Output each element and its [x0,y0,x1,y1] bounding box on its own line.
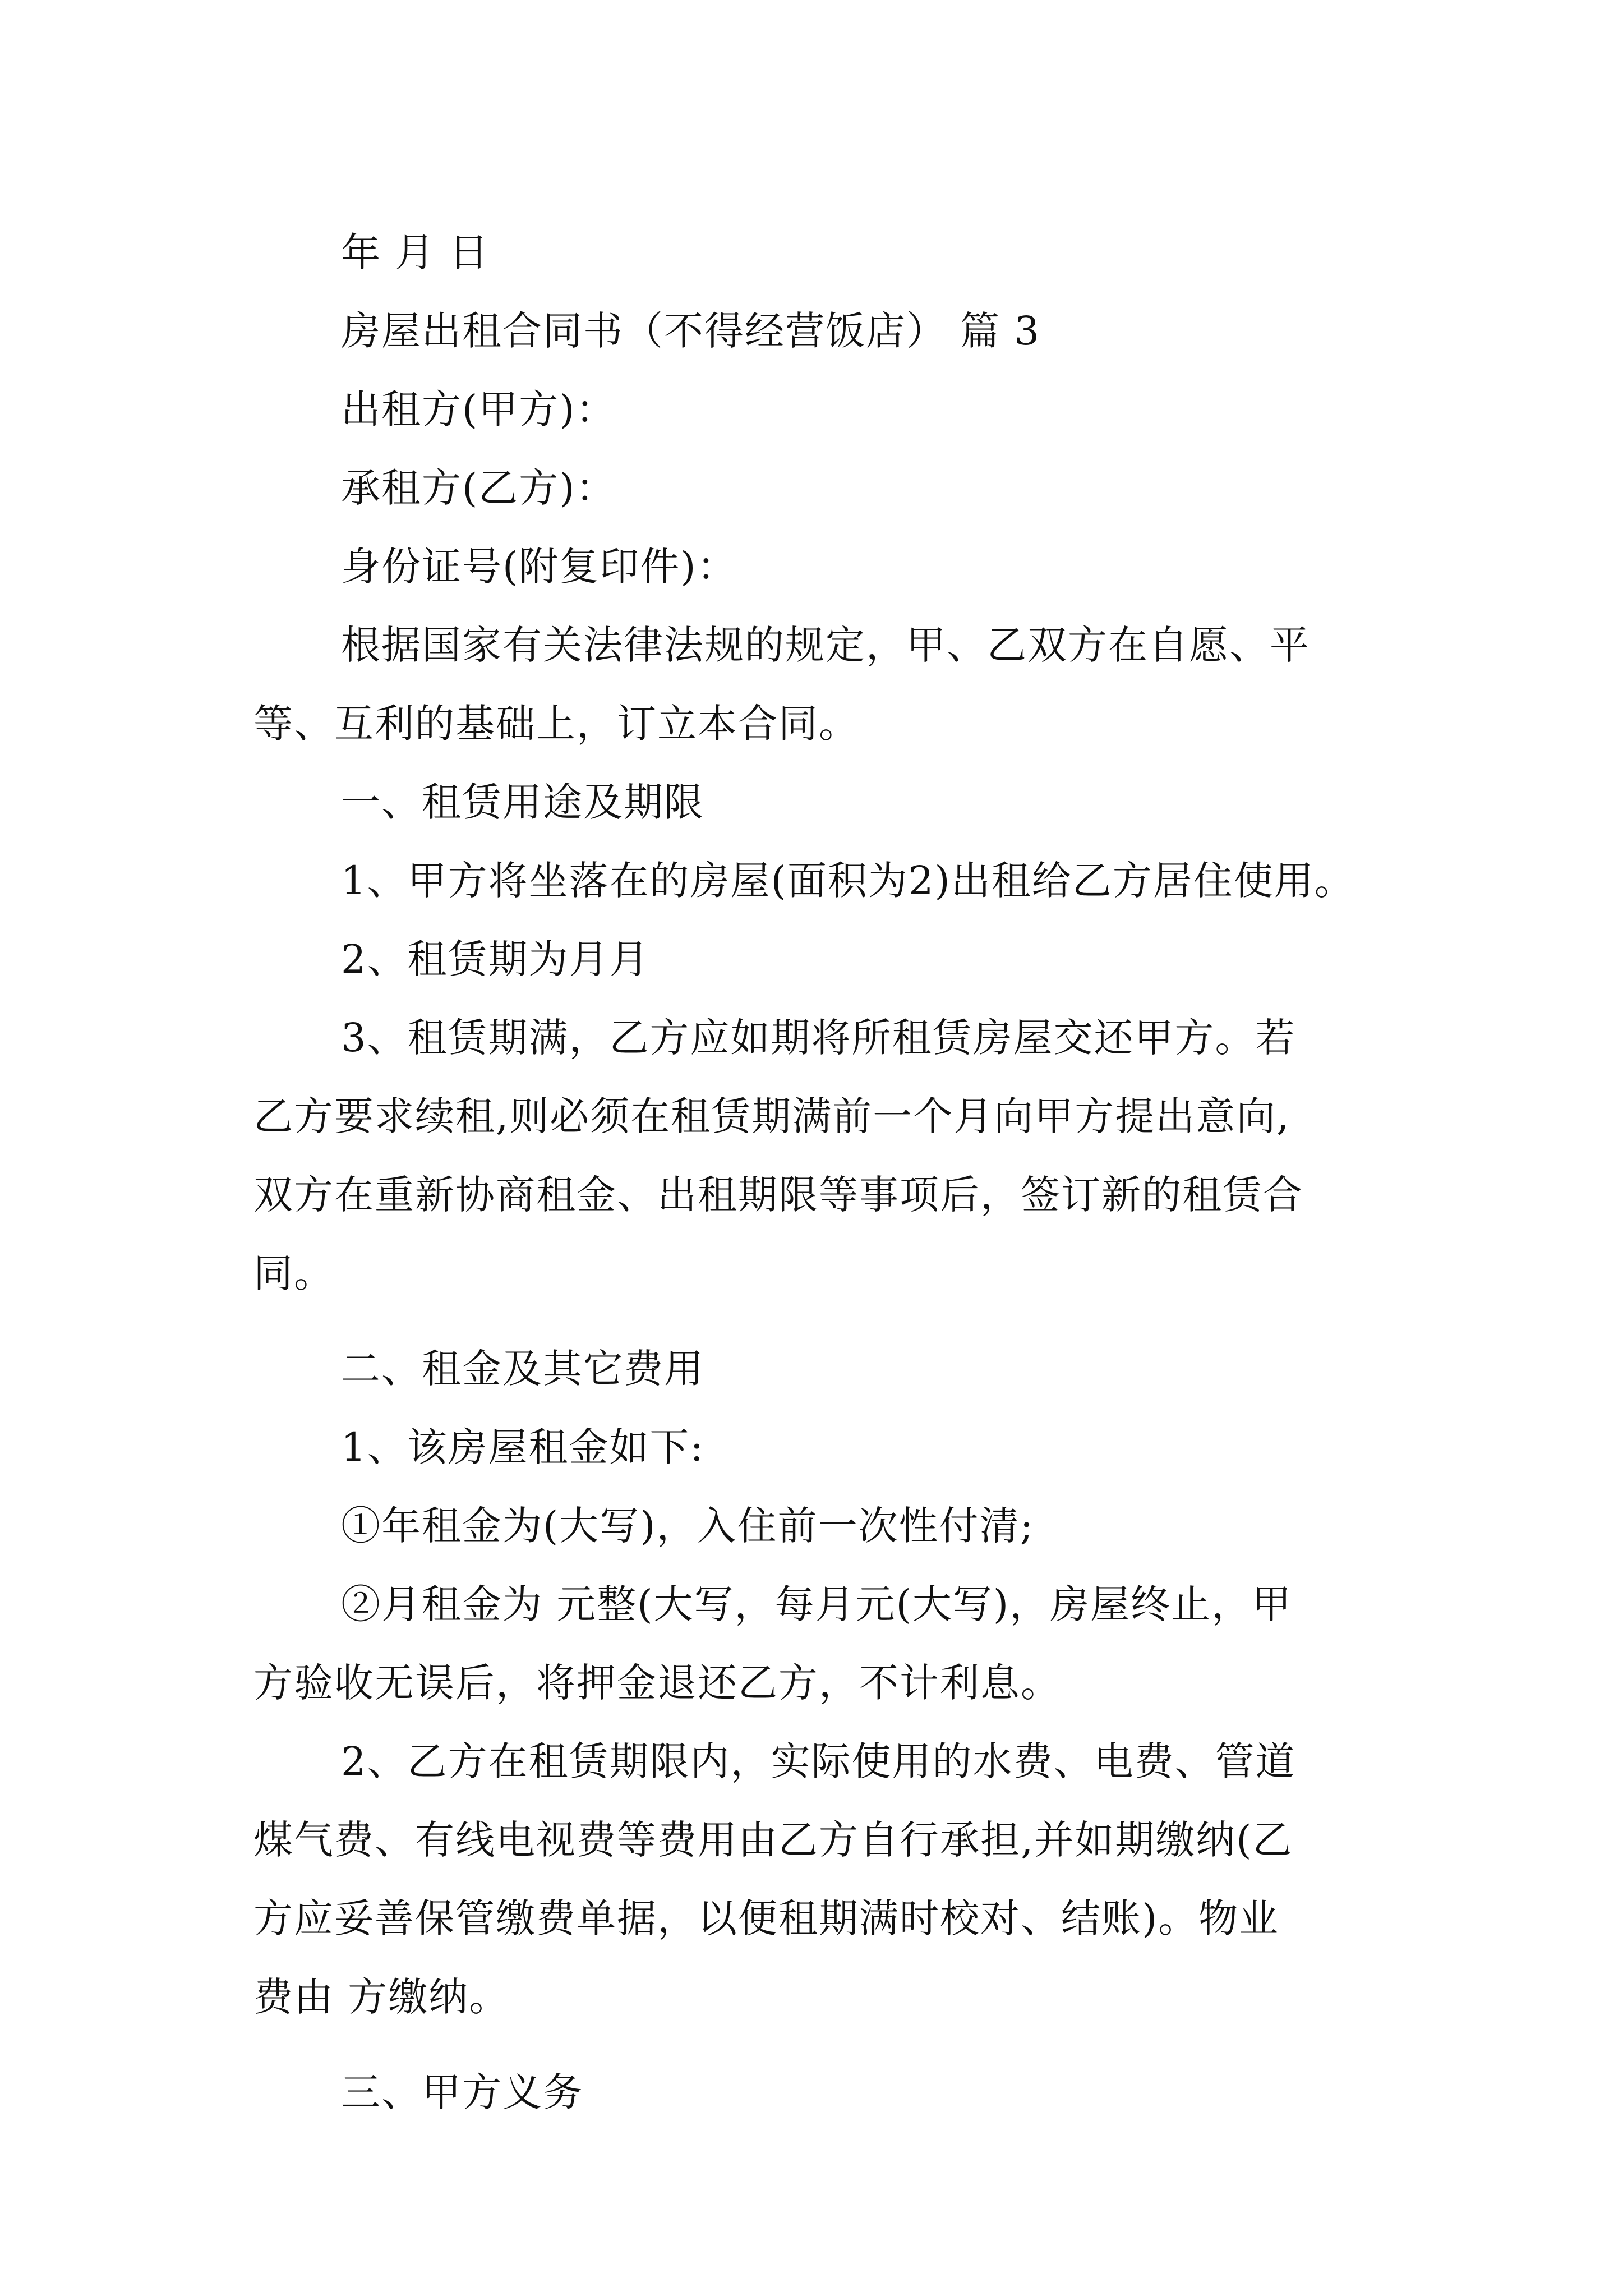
section-2-item-1: 1、该房屋租金如下: [341,1424,705,1470]
section-2-item-2-line-1: 2、乙方在租赁期限内，实际使用的水费、电费、管道 [341,1738,1296,1784]
section-2-item-2-line-3: 方应妥善保管缴费单据，以便租期满时校对、结账)。物业 [253,1895,1280,1941]
section-2-item-2-line-4: 费由 方缴纳。 [253,1974,510,2020]
section-1-item-3-line-1: 3、租赁期满，乙方应如期将所租赁房屋交还甲方。若 [341,1015,1296,1061]
lessee-field: 承租方(乙方)： [341,465,616,511]
section-3-heading: 三、甲方义务 [341,2069,583,2115]
preamble-line-1: 根据国家有关法律法规的规定，甲、乙双方在自愿、平 [341,622,1310,668]
document-body [253,213,1386,2132]
section-1-item-3-line-3: 双方在重新协商租金、出租期限等事项后，签订新的租赁合 [253,1172,1303,1218]
section-1-item-3-line-4: 同。 [253,1250,334,1296]
section-1-heading: 一、租赁用途及期限 [341,779,704,825]
section-2-heading: 二、租金及其它费用 [341,1346,704,1392]
lessor-field: 出租方(甲方)： [341,386,616,432]
preamble-line-2: 等、互利的基础上，订立本合同。 [253,701,859,747]
section-2-item-1b [253,1565,1386,1722]
section-2-item-2-line-2: 煤气费、有线电视费等费用由乙方自行承担,并如期缴纳(乙 [253,1817,1293,1863]
section-2-item-1a: ①年租金为(大写)，入住前一次性付清; [341,1503,1035,1549]
document-title: 房屋出租合同书（不得经营饭店） 篇 3 [341,308,1041,354]
section-1-item-3 [253,999,1386,1313]
section-2-item-1b-line-2: 方验收无误后，将押金退还乙方，不计利息。 [253,1660,1061,1706]
section-1-item-3-line-2: 乙方要求续租,则必须在租赁期满前一个月向甲方提出意向, [253,1093,1290,1139]
section-2-item-1b-line-1: ②月租金为 元整(大写，每月元(大写)，房屋终止，甲 [341,1581,1293,1627]
id-number-field: 身份证号(附复印件)： [341,544,737,590]
preamble-paragraph [253,606,1386,763]
date-line: 年 月 日 [341,229,490,275]
section-1-item-1: 1、甲方将坐落在的房屋(面积为2)出租给乙方居住使用。 [341,858,1355,904]
section-1-item-2: 2、租赁期为月月 [341,936,650,982]
section-2-item-2 [253,1722,1386,2036]
